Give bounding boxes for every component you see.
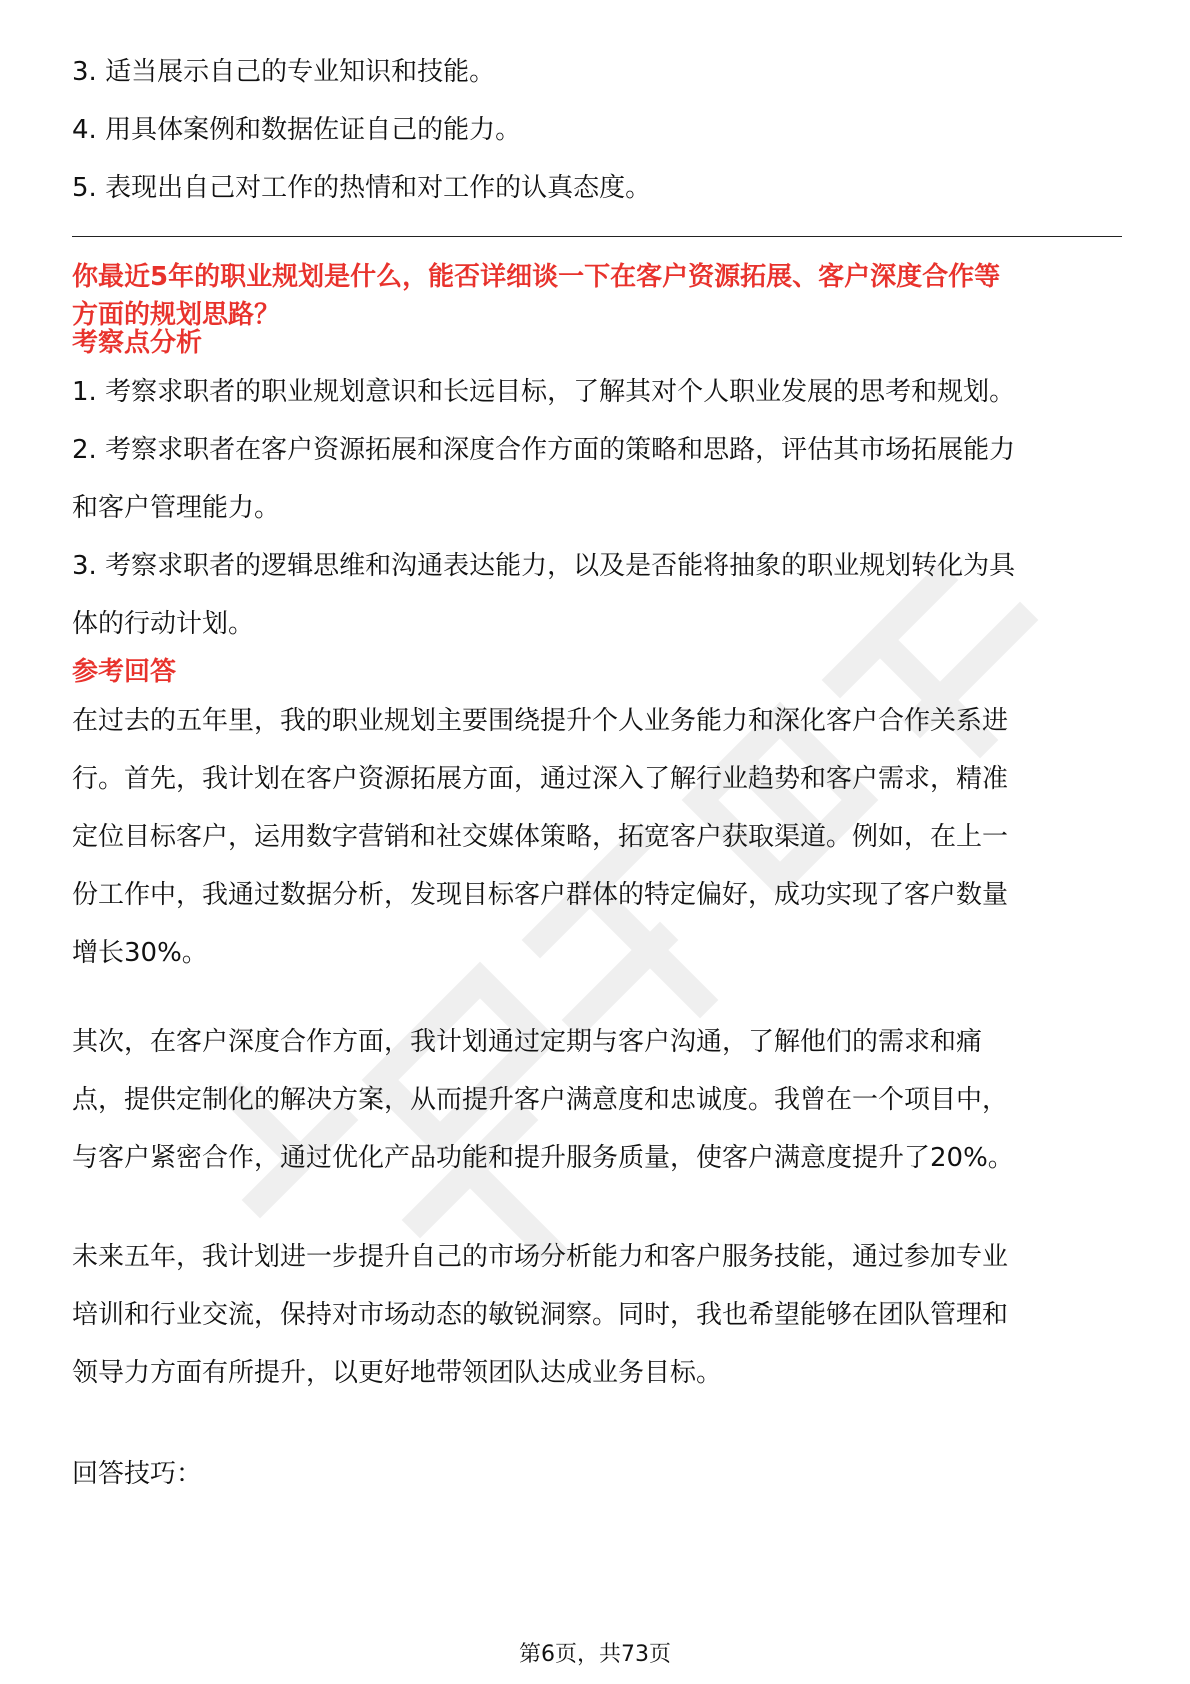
list-item: 5. 表现出自己对工作的热情和对工作的认真态度。 <box>72 173 652 203</box>
analysis-line: 3. 考察求职者的逻辑思维和沟通表达能力，以及是否能将抽象的职业规划转化为具 <box>72 551 1016 581</box>
answer-paragraph-2 <box>72 1013 1014 1187</box>
analysis-list <box>72 363 1015 653</box>
analysis-line: 和客户管理能力。 <box>72 493 281 523</box>
analysis-line: 1. 考察求职者的职业规划意识和长远目标，了解其对个人职业发展的思考和规划。 <box>72 377 1016 407</box>
tips-heading-block <box>72 1445 202 1503</box>
question-title <box>72 258 1000 334</box>
top-list <box>72 43 651 217</box>
list-item: 3. 适当展示自己的专业知识和技能。 <box>72 57 496 87</box>
answer-line: 培训和行业交流，保持对市场动态的敏锐洞察。同时，我也希望能够在团队管理和 <box>72 1300 1009 1330</box>
list-item: 4. 用具体案例和数据佐证自己的能力。 <box>72 115 522 145</box>
answer-paragraph-3 <box>72 1228 1008 1402</box>
question-line: 方面的规划思路？ <box>72 300 281 330</box>
answer-heading: 参考回答 <box>72 657 177 687</box>
analysis-line: 2. 考察求职者在客户资源拓展和深度合作方面的策略和思路，评估其市场拓展能力 <box>72 435 1016 465</box>
answer-line: 在过去的五年里，我的职业规划主要围绕提升个人业务能力和深化客户合作关系进 <box>72 706 1009 736</box>
analysis-heading: 考察点分析 <box>72 328 203 358</box>
answer-line: 行。首先，我计划在客户资源拓展方面，通过深入了解行业趋势和客户需求，精准 <box>72 764 1009 794</box>
analysis-line: 体的行动计划。 <box>72 609 255 639</box>
answer-paragraph-1 <box>72 692 1008 982</box>
answer-line: 点，提供定制化的解决方案，从而提升客户满意度和忠诚度。我曾在一个项目中， <box>72 1085 1009 1115</box>
answer-line: 份工作中，我通过数据分析，发现目标客户群体的特定偏好，成功实现了客户数量 <box>72 880 1009 910</box>
answer-line: 与客户紧密合作，通过优化产品功能和提升服务质量，使客户满意度提升了20%。 <box>72 1143 1014 1173</box>
answer-line: 其次，在客户深度合作方面，我计划通过定期与客户沟通，了解他们的需求和痛 <box>72 1027 983 1057</box>
answer-line: 定位目标客户，运用数字营销和社交媒体策略，拓宽客户获取渠道。例如，在上一 <box>72 822 1009 852</box>
page-footer: 第6页，共73页 <box>519 1642 671 1667</box>
tips-heading: 回答技巧： <box>72 1459 203 1489</box>
answer-line: 未来五年，我计划进一步提升自己的市场分析能力和客户服务技能，通过参加专业 <box>72 1242 1009 1272</box>
question-line: 你最近5年的职业规划是什么，能否详细谈一下在客户资源拓展、客户深度合作等 <box>72 262 1001 292</box>
section-divider <box>72 236 1122 237</box>
answer-line: 领导力方面有所提升，以更好地带领团队达成业务目标。 <box>72 1358 723 1388</box>
answer-line: 增长30%。 <box>72 938 208 968</box>
